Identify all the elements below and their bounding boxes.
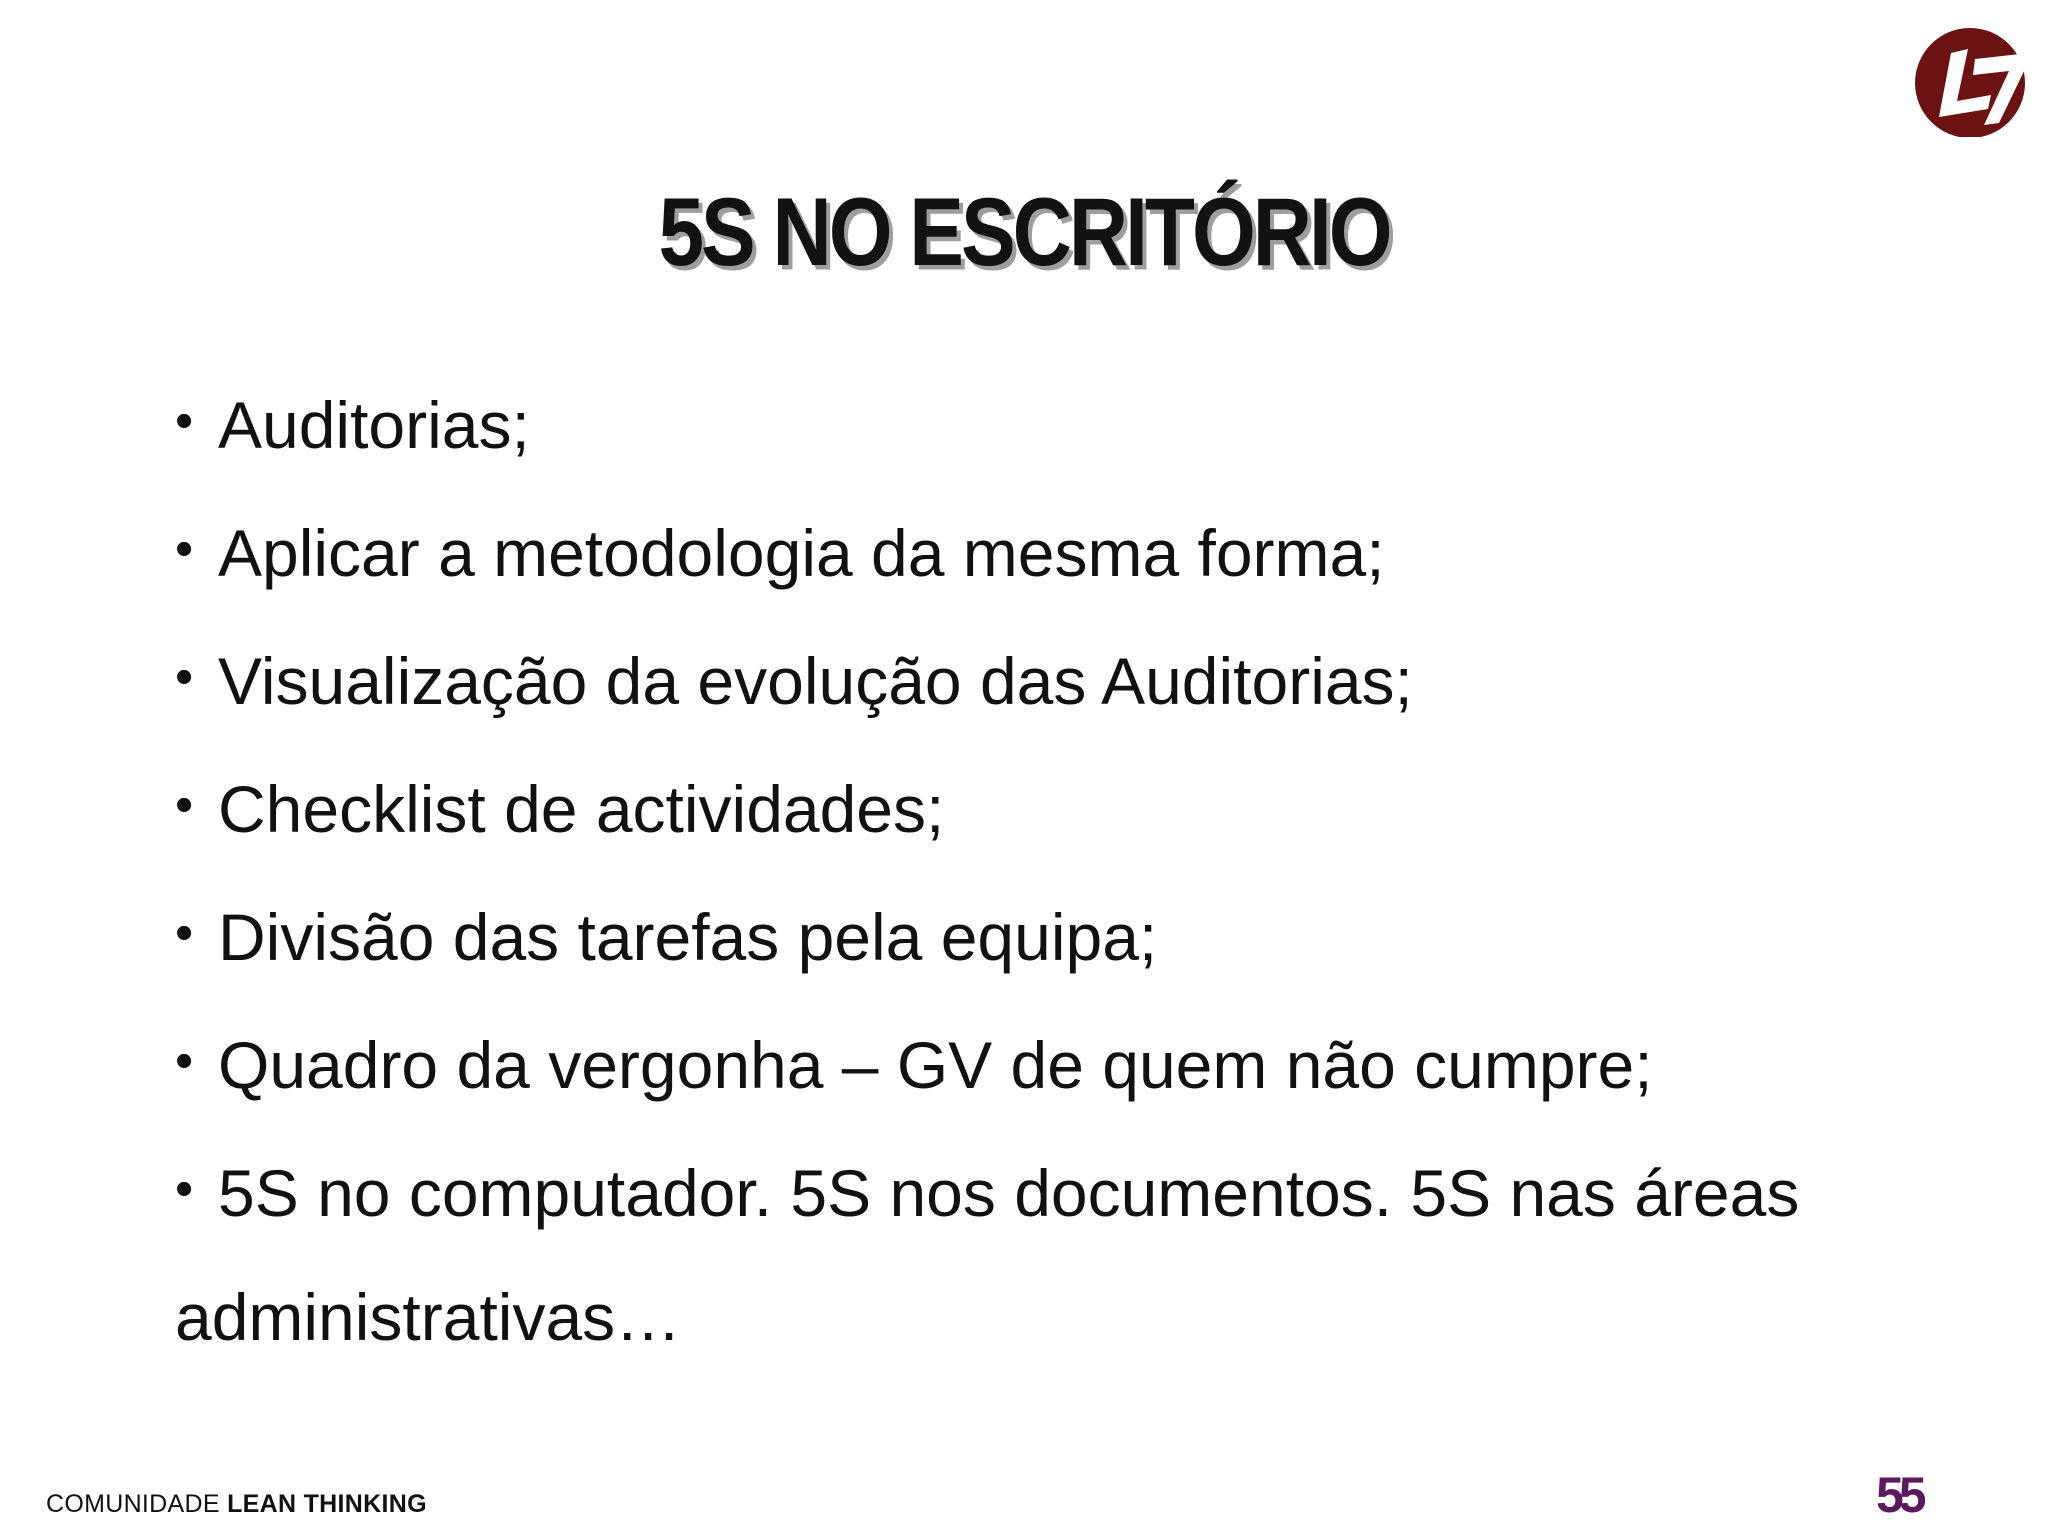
list-item	[175, 487, 1895, 615]
bullet-icon: •	[175, 1160, 194, 1218]
lean-logo-icon	[1913, 25, 2033, 137]
footer-label-regular: COMUNIDADE	[46, 1490, 228, 1518]
bullet-text: Aplicar a metodologia da mesma forma;	[218, 516, 1385, 590]
page-number: 55	[1876, 1467, 1922, 1523]
bullet-icon: •	[175, 392, 194, 450]
bullet-text: 5S no computador. 5S nos documentos. 5S nas áreas administrativas…	[175, 1156, 1800, 1354]
list-item	[175, 1127, 1895, 1379]
footer-label	[46, 1490, 427, 1519]
bullet-icon: •	[175, 904, 194, 962]
bullet-text: Divisão das tarefas pela equipa;	[218, 900, 1158, 974]
list-item	[175, 999, 1895, 1127]
bullet-text: Quadro da vergonha – GV de quem não cumpre;	[218, 1028, 1653, 1102]
company-logo	[1913, 25, 2033, 137]
bullet-list	[175, 359, 1895, 1379]
bullet-text: Auditorias;	[218, 388, 530, 462]
list-item	[175, 615, 1895, 743]
bullet-icon: •	[175, 776, 194, 834]
bullet-text: Checklist de actividades;	[218, 772, 945, 846]
bullet-text: Visualização da evolução das Auditorias;	[218, 644, 1413, 718]
bullet-icon: •	[175, 648, 194, 706]
list-item	[175, 871, 1895, 999]
bullet-icon: •	[175, 520, 194, 578]
list-item	[175, 359, 1895, 487]
list-item	[175, 743, 1895, 871]
bullet-icon: •	[175, 1032, 194, 1090]
footer-label-bold: LEAN THINKING	[227, 1490, 427, 1518]
slide-title: 5S NO ESCRITÓRIO	[658, 178, 1390, 286]
